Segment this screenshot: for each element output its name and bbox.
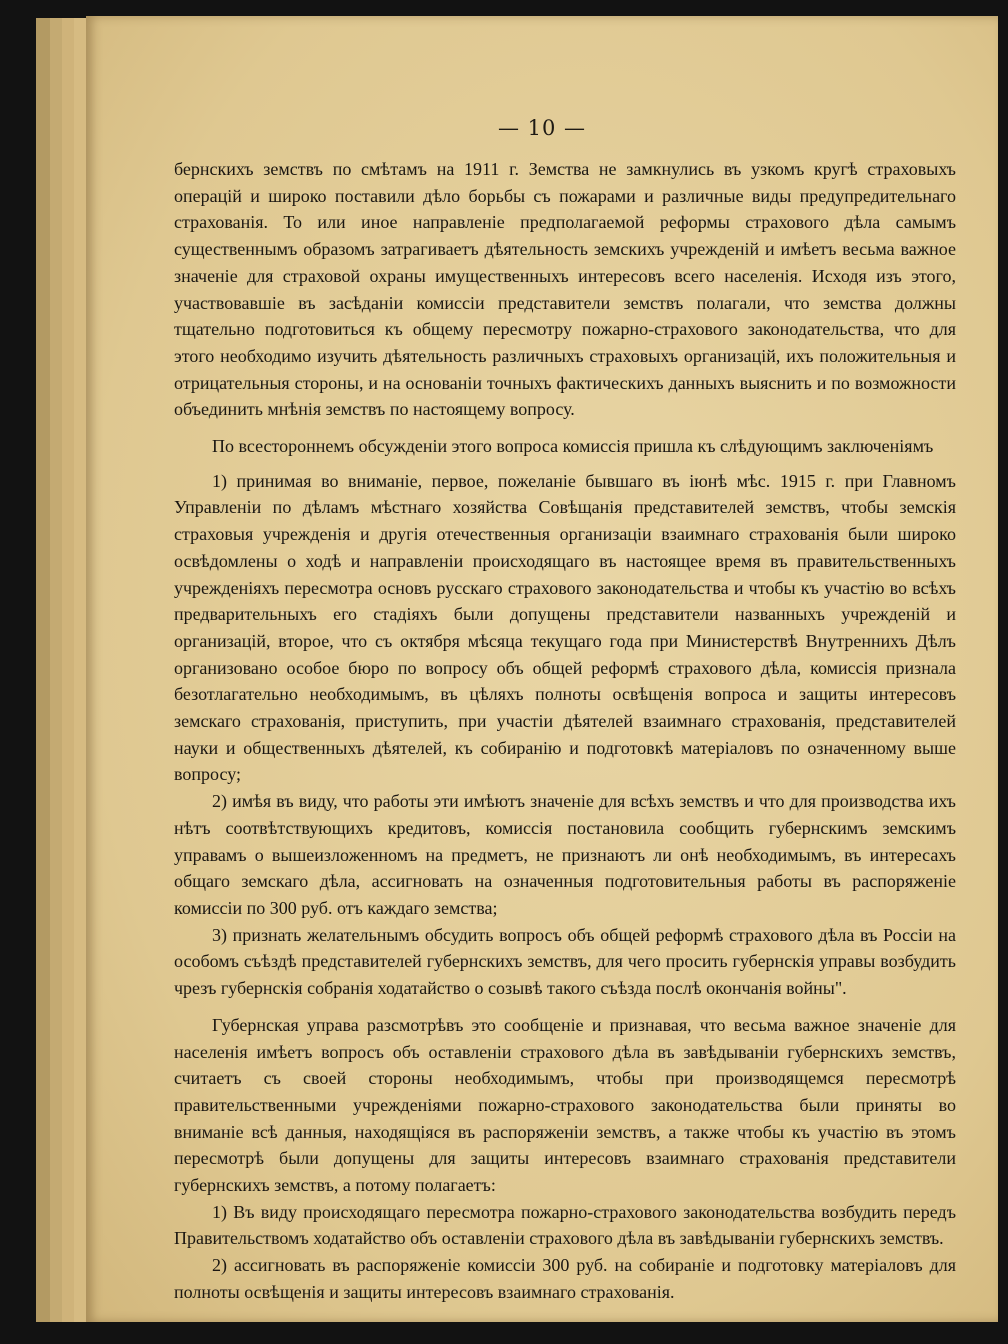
paragraph-commission-conclusion: По всестороннемъ обсужденіи этого вопроса комиссія пришла къ слѣдующимъ заключеніямъ <box>212 436 934 457</box>
paragraph-point-1: 1) принимая во вниманіе, первое, пожеланіе бывшаго въ іюнѣ мѣс. 1915 г. при Главномъ Управленіи по дѣламъ мѣстнаго хозяйства Совѣщанія представителей земствъ, чтобы земскія страховыя учрежденія и другія отечественныя организаціи взаимнаго страхованія были широко освѣдомлены о ходѣ и направленіи происходящаго въ настоящее время въ правительственныхъ учрежденіяхъ пересмотра основъ русскаго страхового законодательства и чтобы къ участію во всѣхъ предварительныхъ его стадіяхъ были допущены представители названныхъ учрежденій и организацій, второе, что съ октября мѣсяца текущаго года при Министерствѣ Внутреннихъ Дѣлъ организовано особое бюро по вопросу объ общей реформѣ страхового дѣла, комиссія признала безотлагательно необходимымъ, въ цѣляхъ полноты освѣщенія вопроса и защиты интересовъ земскаго страхованія, приступить, при участіи дѣятелей взаимнаго страхованія, представителей науки и общественныхъ дѣятелей, къ собиранію и подготовкѣ матеріаловъ по означенному выше вопросу; <box>174 470 956 785</box>
paragraph-point-2: 2) имѣя въ виду, что работы эти имѣютъ значеніе для всѣхъ земствъ и что для производства ихъ нѣтъ соотвѣтствующихъ кредитовъ, комиссія постановила сообщить губернскимъ земскимъ управамъ о вышеизложенномъ на предметъ, не признаютъ ли онѣ необходимымъ, въ интересахъ общаго земскаго дѣла, ассигновать на означенныя подготовительныя работы въ распоряженіе комиссіи по 300 руб. отъ каждаго земства; <box>174 791 956 918</box>
page-sheet <box>86 16 998 1322</box>
page-number: — 10 — <box>497 116 587 140</box>
page-edge <box>36 18 51 1322</box>
paragraph-point-3: 3) признать желательнымъ обсудить вопросъ объ общей реформѣ страхового дѣла въ Россіи на особомъ съѣздѣ представителей губернскихъ земствъ, для чего просить губернскія управы возбудить чрезъ губернскія собранія ходатайство о созывѣ такого съѣзда послѣ окончанія войны". <box>174 924 956 999</box>
paragraph-continuation: бернскихъ земствъ по смѣтамъ на 1911 г. Земства не замкнулись въ узкомъ кругѣ страховыхъ операцій и широко поставили дѣло борьбы съ пожарами и различные виды предупредительнаго страхованія. То или иное направленіе предполагаемой реформы страхового дѣла самымъ существеннымъ образомъ затрагиваетъ дѣятельность земскихъ учрежденій и имѣетъ весьма важное значеніе для страховой охраны имущественныхъ интересовъ всего населенія. Исходя изъ этого, участвовавшіе въ засѣданіи комиссіи представители земствъ полагали, что земства должны тщательно подготовиться къ общему пересмотру пожарно-страхового законодательства, что для этого необходимо изучить дѣятельность различныхъ страховыхъ организацій, ихъ положительныя и отрицательныя стороны, и на основаніи точныхъ фактическихъ данныхъ выяснить и по возможности объединить мнѣнія земствъ по настоящему вопросу. <box>174 159 956 420</box>
paragraph-resolution-1: 1) Въ виду происходящаго пересмотра пожарно-страхового законодательства возбудить передъ Правительствомъ ходатайство объ оставленіи страхового дѣла въ завѣдываніи губернскихъ земствъ. <box>174 1201 956 1249</box>
paragraph-provincial-board: Губернская управа разсмотрѣвъ это сообщеніе и признавая, что весьма важное значеніе для населенія имѣетъ вопросъ объ оставленіи страхового дѣла въ завѣдываніи губернскихъ земствъ, считаетъ съ своей стороны необходимымъ, чтобы при производящемся пересмотрѣ правительственными учрежденіями пожарно-страхового законодательства были приняты во вниманіе всѣ данныя, находящіяся въ распоряженіи земствъ, а также чтобы къ участію въ этомъ пересмотрѣ были допущены для защиты интересовъ взаимнаго страхованія представители губернскихъ земствъ, а потому полагаетъ: <box>174 1014 956 1196</box>
body-text <box>174 156 956 1306</box>
paragraph-resolution-2: 2) ассигновать въ распоряженіе комиссіи 300 руб. на собираніе и подготовку матеріаловъ для полноты освѣщенія и защиты интересовъ взаимнаго страхованія. <box>174 1255 956 1302</box>
